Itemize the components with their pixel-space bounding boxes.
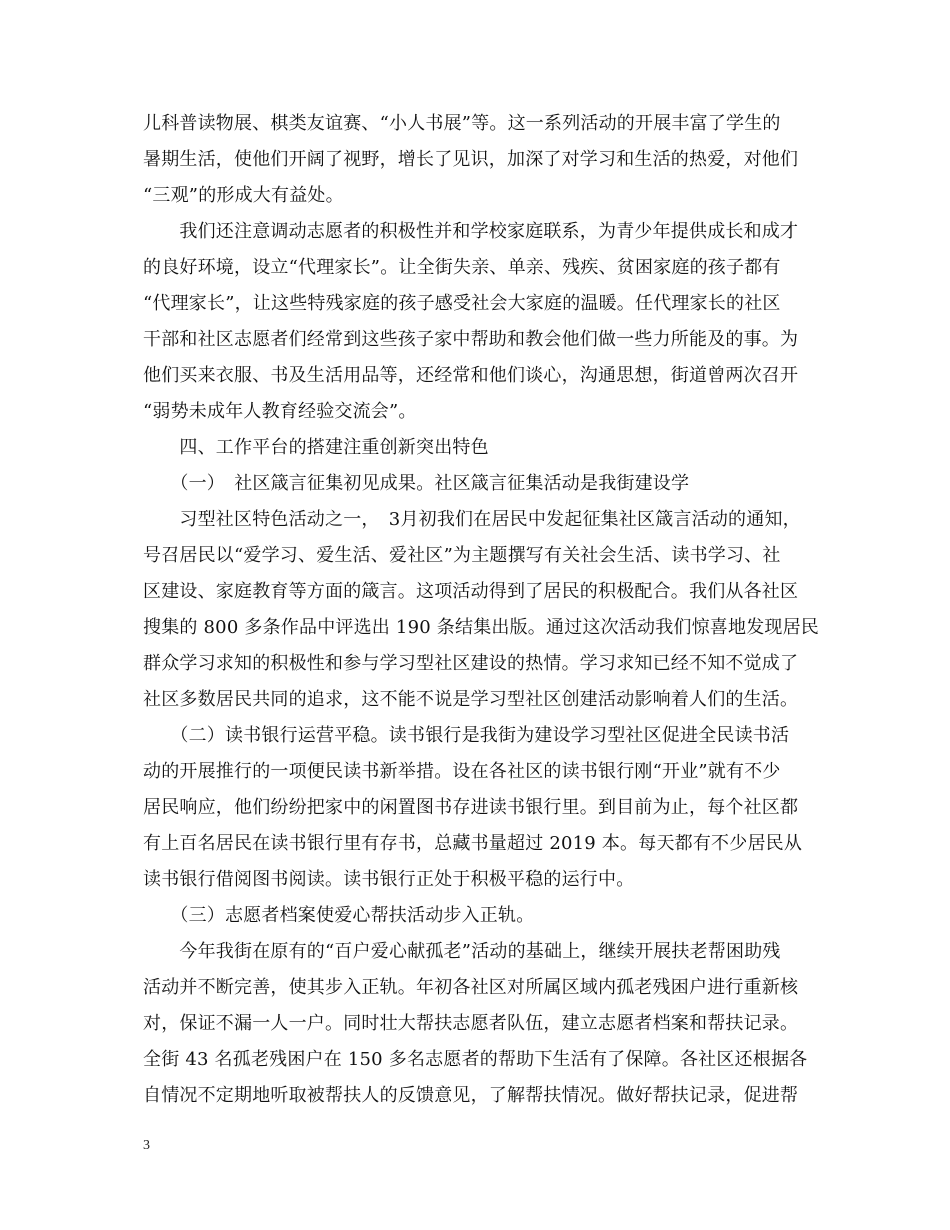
text-line: （一） 社区箴言征集初见成果。社区箴言征集活动是我街建设学	[143, 473, 690, 494]
text-line: 社区多数居民共同的追求，这不能不说是学习型社区创建活动影响着人们的生活。	[143, 689, 799, 710]
text-line: （二）读书银行运营平稳。读书银行是我街为建设学习型社区促进全民读书活	[143, 725, 790, 746]
text-line: 他们买来衣服、书及生活用品等，还经常和他们谈心，沟通思想，街道曾两次召开	[143, 365, 799, 386]
text-line: 习型社区特色活动之一， 3月初我们在居民中发起征集社区箴言活动的通知，	[143, 509, 801, 530]
text-line: 的良好环境，设立“代理家长”。让全街失亲、单亲、残疾、贫困家庭的孩子都有	[143, 257, 781, 278]
text-line: 号召居民以“爱学习、爱生活、爱社区”为主题撰写有关社会生活、读书学习、社	[143, 545, 781, 566]
text-line: 全街 43 名孤老残困户在 150 多名志愿者的帮助下生活有了保障。各社区还根据各	[143, 1049, 808, 1070]
text-line: “代理家长”，让这些特残家庭的孩子感受社会大家庭的温暖。任代理家长的社区	[143, 293, 781, 314]
text-line: 有上百名居民在读书银行里有存书，总藏书量超过 2019 本。每天都有不少居民从	[143, 833, 803, 854]
text-line: 我们还注意调动志愿者的积极性并和学校家庭联系，为青少年提供成长和成才	[143, 221, 799, 242]
text-line: 读书银行借阅图书阅读。读书银行正处于积极平稳的运行中。	[143, 869, 635, 890]
text-line: 今年我街在原有的“百户爱心献孤老”活动的基础上，继续开展扶老帮困助残	[143, 941, 781, 962]
text-line: 区建设、家庭教育等方面的箴言。这项活动得到了居民的积极配合。我们从各社区	[143, 581, 799, 602]
body-text	[143, 106, 823, 1114]
text-line: “三观”的形成大有益处。	[143, 185, 344, 206]
page-number: 3	[143, 1138, 150, 1153]
text-line: 干部和社区志愿者们经常到这些孩子家中帮助和教会他们做一些力所能及的事。为	[143, 329, 799, 350]
text-line: 自情况不定期地听取被帮扶人的反馈意见，了解帮扶情况。做好帮扶记录，促进帮	[143, 1085, 799, 1106]
text-line: （三）志愿者档案使爱心帮扶活动步入正轨。	[143, 905, 535, 926]
text-line: 群众学习求知的积极性和参与学习型社区建设的热情。学习求知已经不知不觉成了	[143, 653, 799, 674]
text-line: 居民响应，他们纷纷把家中的闲置图书存进读书银行里。到目前为止，每个社区都	[143, 797, 799, 818]
text-line: 活动并不断完善，使其步入正轨。年初各社区对所属区域内孤老残困户进行重新核	[143, 977, 799, 998]
text-line: 四、工作平台的搭建注重创新突出特色	[143, 437, 489, 458]
text-line: “弱势未成年人教育经验交流会”。	[143, 401, 417, 422]
text-line: 搜集的 800 多条作品中评选出 190 条结集出版。通过这次活动我们惊喜地发现居民	[143, 617, 819, 638]
text-line: 对，保证不漏一人一户。同时壮大帮扶志愿者队伍，建立志愿者档案和帮扶记录。	[143, 1013, 799, 1034]
text-line: 暑期生活，使他们开阔了视野，增长了见识，加深了对学习和生活的热爱，对他们	[143, 149, 799, 170]
text-line: 儿科普读物展、棋类友谊赛、“小人书展”等。这一系列活动的开展丰富了学生的	[143, 113, 781, 134]
text-line: 动的开展推行的一项便民读书新举措。设在各社区的读书银行刚“开业”就有不少	[143, 761, 781, 782]
